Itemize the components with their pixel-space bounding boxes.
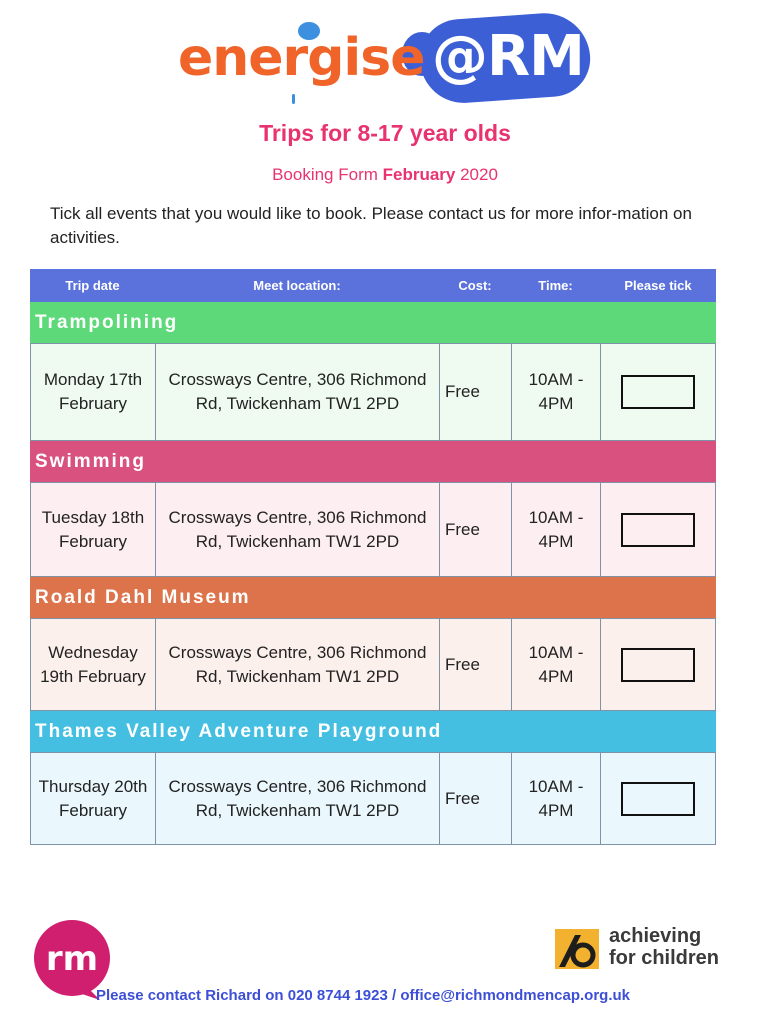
subtitle-prefix: Booking Form — [272, 165, 383, 184]
booking-form-subtitle — [0, 165, 770, 185]
trip-date: Wednesday 19th February — [31, 619, 156, 710]
achieving-text: achieving — [609, 925, 702, 947]
time: 10AM - 4PM — [512, 344, 601, 440]
blue-drip — [292, 94, 295, 104]
achieving-for-children-logo — [555, 925, 735, 971]
meet-location: Crossways Centre, 306 Richmond Rd, Twickenham TW1 2PD — [156, 753, 440, 844]
tick-box-thames-valley[interactable] — [621, 782, 695, 816]
subtitle-year: 2020 — [455, 165, 498, 184]
achieving-logo-mark — [555, 929, 599, 969]
cost: Free — [440, 619, 512, 710]
table-header — [30, 269, 716, 302]
header-cost: Cost: — [458, 278, 492, 293]
meet-location: Crossways Centre, 306 Richmond Rd, Twickenham TW1 2PD — [156, 344, 440, 440]
rm-logo-text: rm — [45, 939, 99, 979]
tick-cell — [601, 483, 715, 576]
table-row — [30, 618, 716, 711]
page-title: Trips for 8-17 year olds — [259, 120, 511, 146]
events-table — [30, 269, 716, 845]
table-row — [30, 752, 716, 845]
header-please-tick: Please tick — [624, 278, 692, 293]
category-swimming: Swimming — [30, 441, 716, 482]
subtitle-month: February — [382, 165, 456, 184]
intro-text: Tick all events that you would like to book. Please contact us for more infor-mation on activities. — [50, 204, 692, 247]
time: 10AM - 4PM — [512, 753, 601, 844]
table-row — [30, 482, 716, 577]
trip-date: Monday 17th February — [31, 344, 156, 440]
tick-box-trampolining[interactable] — [621, 375, 695, 409]
tick-box-swimming[interactable] — [621, 513, 695, 547]
tick-cell — [601, 753, 715, 844]
time: 10AM - 4PM — [512, 619, 601, 710]
time: 10AM - 4PM — [512, 483, 601, 576]
tick-box-roald-dahl-museum[interactable] — [621, 648, 695, 682]
energise-rm-logo — [170, 14, 590, 106]
trip-date: Thursday 20th February — [31, 753, 156, 844]
category-roald-dahl-museum: Roald Dahl Museum — [30, 577, 716, 618]
category-trampolining: Trampolining — [30, 302, 716, 343]
for-children-text: for children — [609, 947, 720, 969]
meet-location: Crossways Centre, 306 Richmond Rd, Twickenham TW1 2PD — [156, 619, 440, 710]
logo-energise-text: energise — [178, 28, 425, 88]
logo-rm-text: @RM — [432, 24, 584, 89]
trip-date: Tuesday 18th February — [31, 483, 156, 576]
tick-cell — [601, 344, 715, 440]
cost: Free — [440, 483, 512, 576]
cost: Free — [440, 753, 512, 844]
tick-cell — [601, 619, 715, 710]
category-thames-valley: Thames Valley Adventure Playground — [30, 711, 716, 752]
cost: Free — [440, 344, 512, 440]
header-time: Time: — [538, 278, 573, 293]
contact-footer: Please contact Richard on 020 8744 1923 / office@richmondmencap.org.uk — [96, 987, 630, 1004]
header-trip-date: Trip date — [65, 278, 120, 293]
table-row — [30, 343, 716, 441]
meet-location: Crossways Centre, 306 Richmond Rd, Twickenham TW1 2PD — [156, 483, 440, 576]
header-meet-location: Meet location: — [253, 278, 341, 293]
